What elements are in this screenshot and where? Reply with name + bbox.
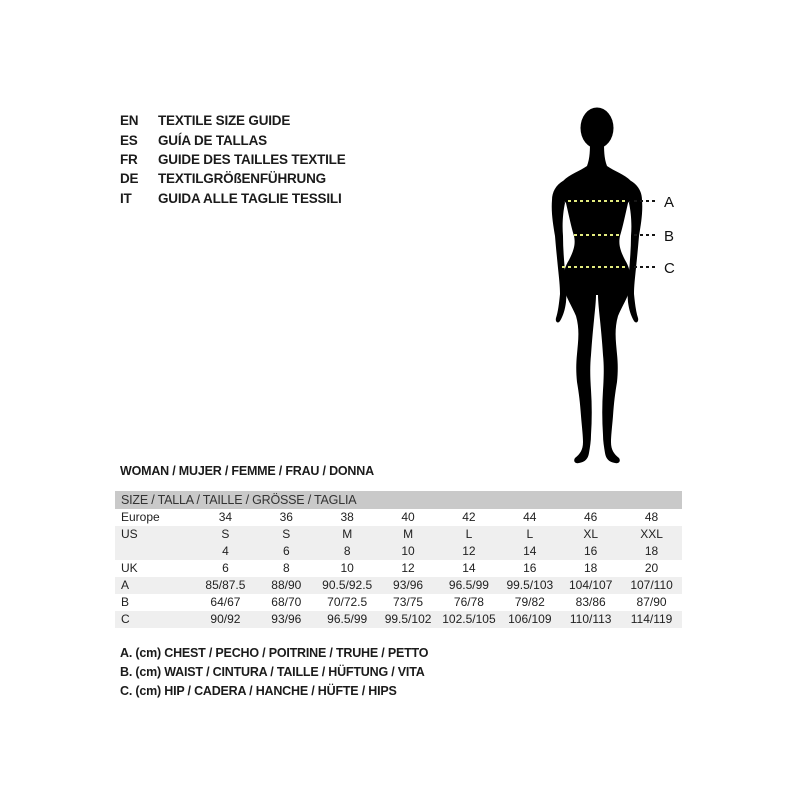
language-row-de [120, 169, 346, 188]
woman-silhouette-figure [542, 106, 652, 466]
cell: 10 [340, 561, 354, 575]
cell: M [403, 527, 414, 541]
cell: 68/70 [271, 595, 302, 609]
cell: 88/90 [271, 578, 302, 592]
waist-line-on-body [574, 234, 620, 236]
cell: 104/107 [568, 578, 613, 592]
language-title: TEXTILGRÖßENFÜHRUNG [158, 171, 326, 187]
table-row-us-numbers [115, 543, 682, 560]
hip-line-on-body [562, 266, 625, 268]
language-code: IT [120, 190, 132, 206]
cell: 42 [462, 510, 476, 524]
marker-label-c: C [664, 260, 675, 277]
cell: L [465, 527, 473, 541]
cell: 38 [340, 510, 354, 524]
language-title: GUÍA DE TALLAS [158, 132, 267, 148]
cell: 12 [401, 561, 415, 575]
cell: 90/92 [210, 612, 241, 626]
row-label: Europe [121, 510, 160, 524]
waist-line-leader [634, 234, 658, 236]
cell: 96.5/99 [327, 612, 368, 626]
cell: 99.5/103 [506, 578, 554, 592]
cell: 76/78 [453, 595, 484, 609]
cell: 64/67 [210, 595, 241, 609]
cell: 90.5/92.5 [322, 578, 373, 592]
table-row-hip-c [115, 611, 682, 628]
cell: 102.5/105 [442, 612, 496, 626]
language-title: GUIDE DES TAILLES TEXTILE [158, 151, 346, 167]
cell: 83/86 [575, 595, 606, 609]
marker-label-a: A [664, 194, 675, 211]
hip-line-leader [634, 266, 658, 268]
cell: 18 [644, 544, 659, 558]
cell: 93/96 [271, 612, 302, 626]
legend-line-chest: A. (cm) CHEST / PECHO / POITRINE / TRUHE / PETTO [120, 645, 429, 660]
cell: L [526, 527, 534, 541]
cell: 46 [584, 510, 598, 524]
cell: M [342, 527, 353, 541]
cell: 8 [282, 561, 290, 575]
size-table-header: SIZE / TALLA / TAILLE / GRÖSSE / TAGLIA [115, 491, 682, 509]
cell: 44 [523, 510, 537, 524]
language-code: DE [120, 171, 139, 187]
table-row-uk [115, 560, 682, 577]
cell: 73/75 [393, 595, 424, 609]
language-code: ES [120, 132, 138, 148]
row-label: UK [121, 561, 138, 575]
table-row-waist-b [115, 594, 682, 611]
cell: S [221, 527, 230, 541]
language-title-list [120, 111, 346, 208]
cell: 16 [523, 561, 537, 575]
cell: XL [583, 527, 599, 541]
size-table [115, 491, 682, 628]
language-row-es [120, 130, 346, 149]
language-code: EN [120, 113, 139, 129]
woman-silhouette-svg [542, 106, 652, 466]
cell: 85/87.5 [205, 578, 246, 592]
legend-line-waist: B. (cm) WAIST / CINTURA / TAILLE / HÜFTUNG / VITA [120, 664, 425, 679]
cell: 106/109 [508, 612, 552, 626]
cell: 110/113 [569, 612, 612, 626]
chest-line-on-body [568, 200, 625, 202]
cell: 99.5/102 [384, 612, 432, 626]
cell: 14 [462, 561, 476, 575]
language-title: GUIDA ALLE TAGLIE TESSILI [158, 190, 342, 206]
cell: 48 [644, 510, 659, 524]
cell: 114/119 [630, 612, 673, 626]
language-row-en [120, 111, 346, 130]
section-title-woman: WOMAN / MUJER / FEMME / FRAU / DONNA [120, 464, 374, 478]
language-row-fr [120, 150, 346, 169]
table-row-us-letters [115, 526, 682, 543]
language-row-it [120, 189, 346, 208]
legend-line-hip: C. (cm) HIP / CADERA / HANCHE / HÜFTE / HIPS [120, 684, 397, 699]
cell: 14 [523, 544, 537, 558]
chest-line-leader [634, 200, 658, 202]
cell: 70/72.5 [327, 595, 368, 609]
row-label: C [121, 612, 130, 626]
cell: 10 [401, 544, 415, 558]
language-title: TEXTILE SIZE GUIDE [158, 113, 291, 129]
cell: 16 [584, 544, 598, 558]
cell: XXL [640, 527, 663, 541]
cell: 20 [644, 561, 659, 575]
table-row-chest-a [115, 577, 682, 594]
cell: S [282, 527, 291, 541]
cell: 36 [279, 510, 293, 524]
cell: 6 [222, 561, 229, 575]
row-label: US [121, 527, 138, 541]
row-label: A [121, 578, 130, 592]
cell: 87/90 [636, 595, 667, 609]
cell: 4 [222, 544, 229, 558]
table-row-europe [115, 509, 682, 526]
cell: 6 [282, 544, 290, 558]
cell: 12 [462, 544, 476, 558]
marker-label-b: B [664, 228, 675, 245]
cell: 93/96 [393, 578, 424, 592]
language-code: FR [120, 151, 138, 167]
cell: 34 [218, 510, 233, 524]
cell: 107/110 [630, 578, 673, 592]
cell: 8 [343, 544, 351, 558]
measurement-legend [120, 643, 428, 701]
cell: 18 [584, 561, 598, 575]
row-label [115, 543, 195, 560]
cell: 96.5/99 [448, 578, 489, 592]
cell: 40 [401, 510, 415, 524]
row-label: B [121, 595, 130, 609]
cell: 79/82 [514, 595, 545, 609]
